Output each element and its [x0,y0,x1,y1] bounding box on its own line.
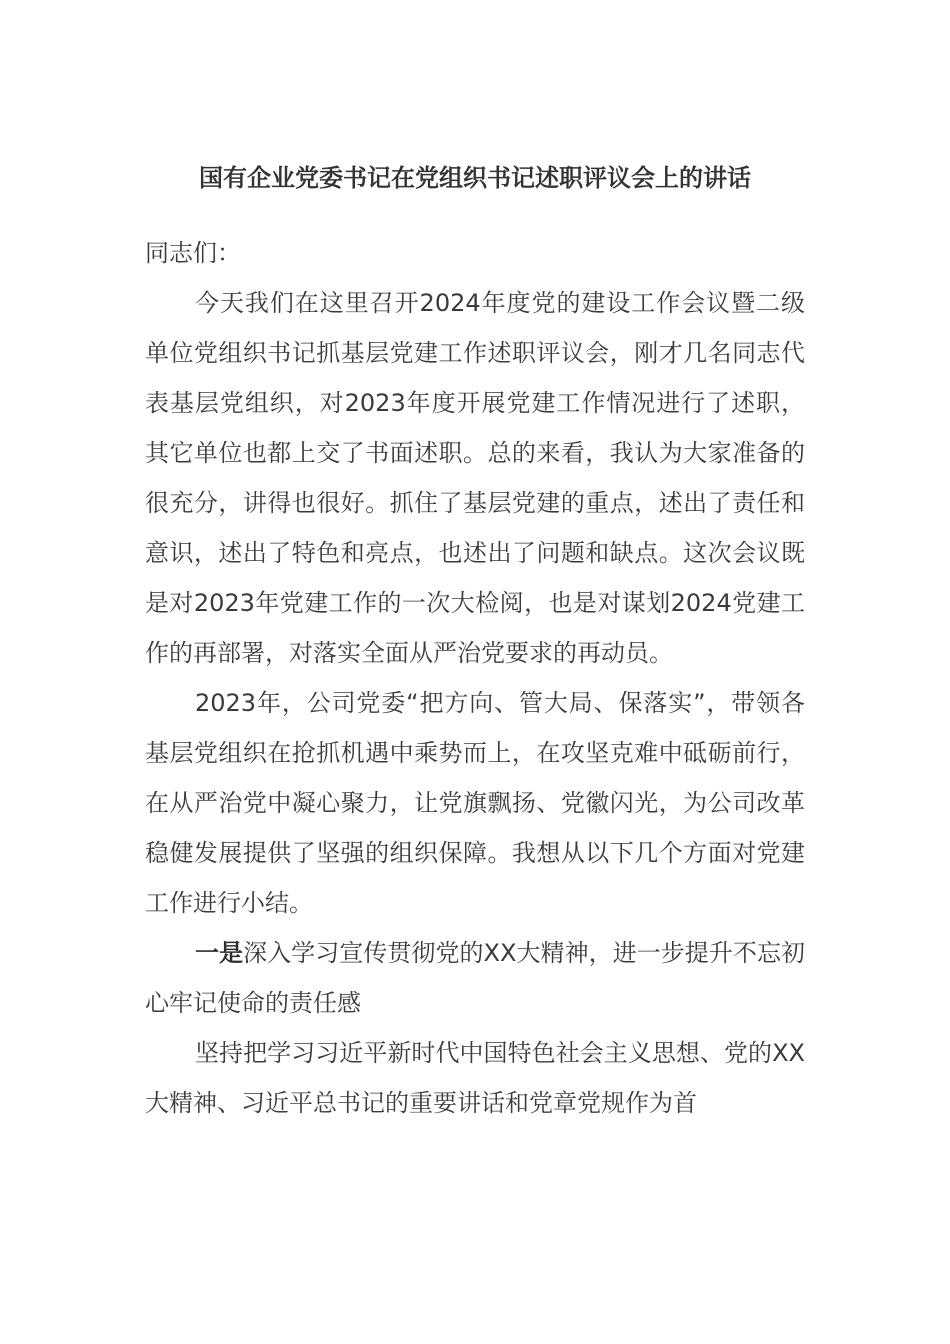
salutation: 同志们： [145,239,241,267]
paragraph-text: 深入学习宣传贯彻党的XX大精神，进一步提升不忘初心牢记使命的责任感 [145,939,805,1017]
paragraph-text: 坚持把学习习近平新时代中国特色社会主义思想、党的XX大精神、习近平总书记的重要讲话和党章党规作为首 [145,1039,805,1117]
point-lead: 一是 [195,939,244,967]
document-title: 国有企业党委书记在党组织书记述职评议会上的讲话 [199,164,751,192]
paragraph-summary [145,678,805,928]
paragraph-point-one [145,928,805,1028]
paragraph-text: 2023年，公司党委“把方向、管大局、保落实”，带领各基层党组织在抢抓机遇中乘势而上，在攻坚克难中砥砺前行，在从严治党中凝心聚力，让党旗飘扬、党徽闪光，为公司改革稳健发展提供了坚强的组织保障。我想从以下几个方面对党建工作进行小结。 [145,689,805,917]
paragraph-text: 今天我们在这里召开2024年度党的建设工作会议暨二级单位党组织书记抓基层党建工作述职评议会，刚才几名同志代表基层党组织，对2023年度开展党建工作情况进行了述职，其它单位也都上交了书面述职。总的来看，我认为大家准备的很充分，讲得也很好。抓住了基层党建的重点，述出了责任和意识，述出了特色和亮点，也述出了问题和缺点。这次会议既是对2023年党建工作的一次大检阅，也是对谋划2024党建工作的再部署，对落实全面从严治党要求的再动员。 [145,289,805,667]
paragraph-opening [145,278,805,678]
document-body [145,228,805,1128]
paragraph-study [145,1028,805,1128]
